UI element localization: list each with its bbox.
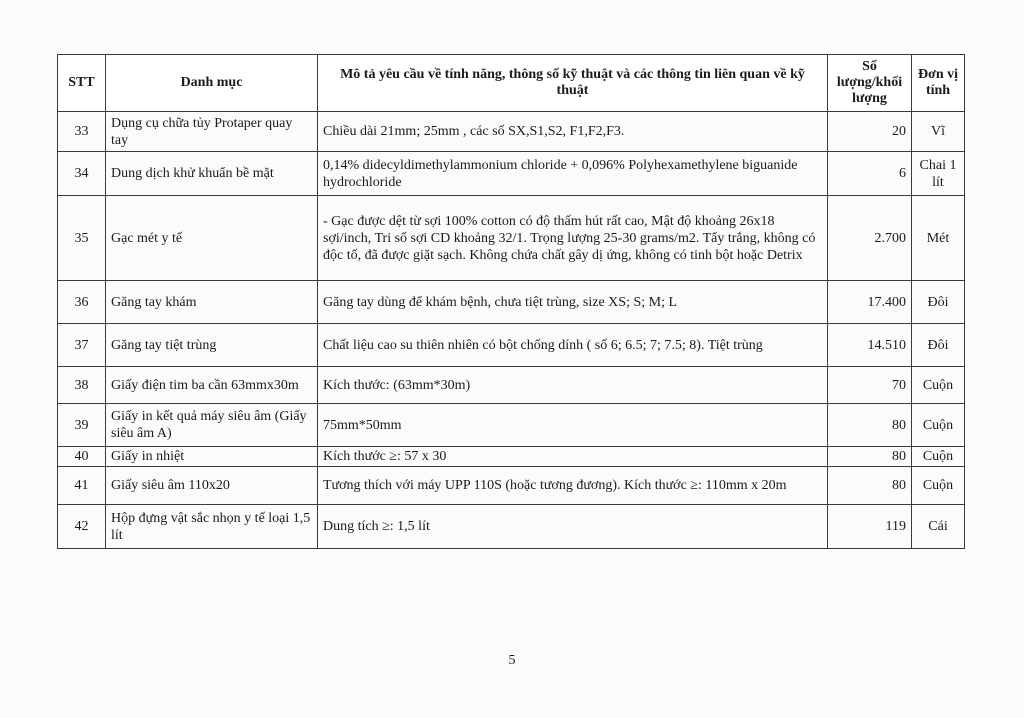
table-row [58, 196, 965, 281]
row-unit: Đôi [912, 281, 965, 324]
row-description: 75mm*50mm [318, 404, 828, 447]
table-row [58, 505, 965, 549]
row-unit: Cuộn [912, 404, 965, 447]
row-stt: 38 [58, 367, 106, 404]
row-unit: Chai 1 lít [912, 152, 965, 196]
row-category: Hộp đựng vật sắc nhọn y tế loại 1,5 lít [106, 505, 318, 549]
row-unit: Cuộn [912, 367, 965, 404]
row-quantity: 80 [828, 404, 912, 447]
row-description: Dung tích ≥: 1,5 lít [318, 505, 828, 549]
row-category: Dụng cụ chữa tủy Protaper quay tay [106, 112, 318, 152]
row-stt: 37 [58, 324, 106, 367]
header-category: Danh mục [106, 55, 318, 112]
page-number: 5 [508, 653, 516, 668]
equipment-spec-table [57, 54, 965, 549]
row-description: - Gạc được dệt từ sợi 100% cotton có độ thấm hút rất cao, Mật độ khoảng 26x18 sợi/inch, Tri số sợi CD khoảng 32/1. Trọng lượng 25-30 grams/m2. Tẩy trắng, không có độc tố, đã được giặt sạch. Không chứa chất gây dị ứng, không có tinh bột hoặc Detrix [318, 196, 828, 281]
row-quantity: 80 [828, 447, 912, 467]
row-unit: Cuộn [912, 467, 965, 505]
row-unit: Mét [912, 196, 965, 281]
row-unit: Cuộn [912, 447, 965, 467]
row-description: Chiều dài 21mm; 25mm , các số SX,S1,S2, F1,F2,F3. [318, 112, 828, 152]
row-description: Kích thước: (63mm*30m) [318, 367, 828, 404]
table-row [58, 447, 965, 467]
row-description: Chất liệu cao su thiên nhiên có bột chống dính ( số 6; 6.5; 7; 7.5; 8). Tiệt trùng [318, 324, 828, 367]
row-unit: Cái [912, 505, 965, 549]
row-stt: 40 [58, 447, 106, 467]
header-unit: Đơn vị tính [912, 55, 965, 112]
row-unit: Đôi [912, 324, 965, 367]
table-header-row [58, 55, 965, 112]
row-category: Găng tay khám [106, 281, 318, 324]
row-category: Giấy điện tim ba cần 63mmx30m [106, 367, 318, 404]
row-quantity: 6 [828, 152, 912, 196]
row-quantity: 80 [828, 467, 912, 505]
row-description: 0,14% didecyldimethylammonium chloride + 0,096% Polyhexamethylene biguanide hydrochloride [318, 152, 828, 196]
row-quantity: 70 [828, 367, 912, 404]
row-category: Gạc mét y tế [106, 196, 318, 281]
table-row [58, 112, 965, 152]
row-description: Găng tay dùng để khám bệnh, chưa tiệt trùng, size XS; S; M; L [318, 281, 828, 324]
table-row [58, 324, 965, 367]
table-row [58, 467, 965, 505]
row-stt: 35 [58, 196, 106, 281]
row-stt: 41 [58, 467, 106, 505]
row-stt: 36 [58, 281, 106, 324]
row-category: Giấy siêu âm 110x20 [106, 467, 318, 505]
header-description: Mô tả yêu cầu về tính năng, thông số kỹ thuật và các thông tin liên quan về kỹ thuật [318, 55, 828, 112]
header-stt: STT [58, 55, 106, 112]
table-row [58, 404, 965, 447]
table-row [58, 367, 965, 404]
row-quantity: 2.700 [828, 196, 912, 281]
row-description: Kích thước ≥: 57 x 30 [318, 447, 828, 467]
row-category: Giấy in nhiệt [106, 447, 318, 467]
row-stt: 34 [58, 152, 106, 196]
row-category: Giấy in kết quả máy siêu âm (Giấy siêu âm A) [106, 404, 318, 447]
row-stt: 39 [58, 404, 106, 447]
row-category: Dung dịch khử khuẩn bề mặt [106, 152, 318, 196]
header-quantity: Số lượng/khối lượng [828, 55, 912, 112]
row-quantity: 17.400 [828, 281, 912, 324]
row-unit: Vĩ [912, 112, 965, 152]
table-body [58, 112, 965, 549]
row-quantity: 119 [828, 505, 912, 549]
table-row [58, 152, 965, 196]
row-quantity: 14.510 [828, 324, 912, 367]
row-stt: 33 [58, 112, 106, 152]
row-category: Găng tay tiệt trùng [106, 324, 318, 367]
row-stt: 42 [58, 505, 106, 549]
row-description: Tương thích với máy UPP 110S (hoặc tương đương). Kích thước ≥: 110mm x 20m [318, 467, 828, 505]
table-row [58, 281, 965, 324]
row-quantity: 20 [828, 112, 912, 152]
